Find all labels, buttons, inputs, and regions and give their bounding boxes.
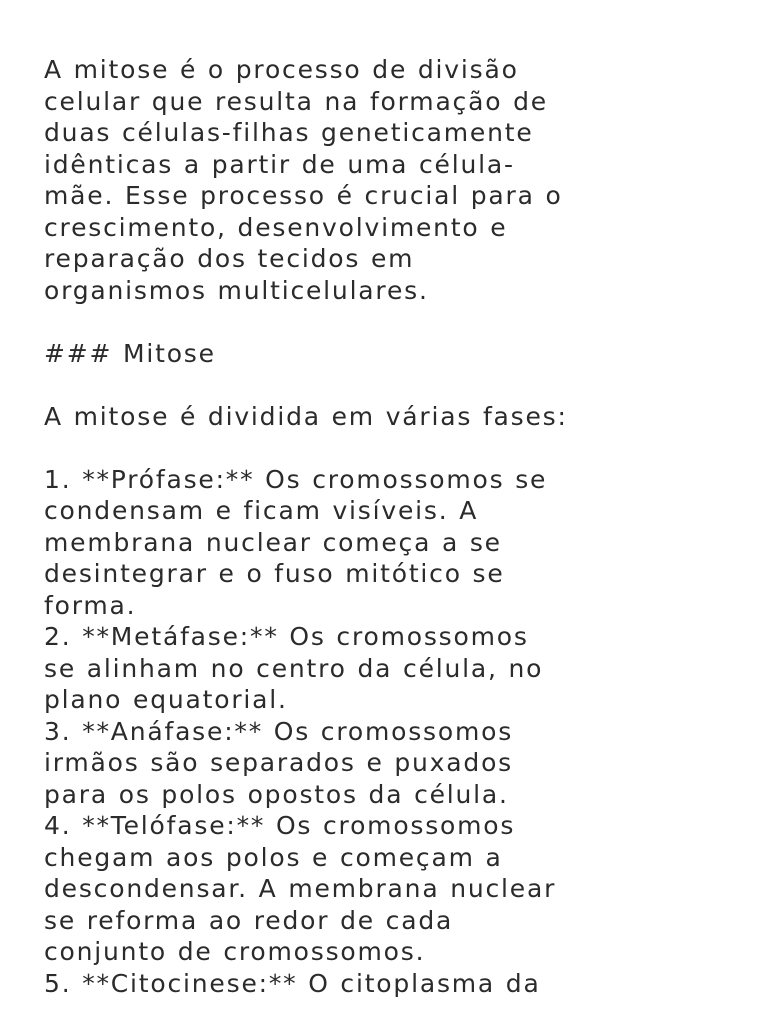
text-line: reparação dos tecidos em xyxy=(44,244,415,273)
text-line: para os polos opostos da célula. xyxy=(44,779,509,809)
intro-paragraph xyxy=(44,54,744,306)
text-line: idênticas a partir de uma célula- xyxy=(44,149,515,179)
text-line: 1. **Prófase:** Os cromossomos se xyxy=(44,464,548,494)
text-line: condensam e ficam visíveis. A xyxy=(44,496,479,525)
phase-item-prophase xyxy=(44,464,744,622)
text-line: se reforma ao redor de cada xyxy=(44,905,454,935)
phase-item-telophase xyxy=(44,810,744,968)
paragraph-gap xyxy=(44,306,744,338)
lead-sentence: A mitose é dividida em várias fases: xyxy=(44,401,568,431)
phase-list xyxy=(44,464,744,1000)
text-line: 5. **Citocinese:** O citoplasma da xyxy=(44,968,541,998)
text-line: mãe. Esse processo é crucial para o xyxy=(44,181,563,210)
text-line: membrana nuclear começa a se xyxy=(44,527,502,557)
text-line: irmãos são separados e puxados xyxy=(44,748,513,777)
phase-item-metaphase xyxy=(44,621,744,716)
text-line: duas células-filhas geneticamente xyxy=(44,118,534,147)
text-line: se alinham no centro da célula, no xyxy=(44,653,544,683)
text-line: descondensar. A membrana nuclear xyxy=(44,874,557,903)
paragraph-gap xyxy=(44,432,744,464)
text-line: plano equatorial. xyxy=(44,685,288,714)
paragraph-gap xyxy=(44,369,744,401)
text-line: desintegrar e o fuso mitótico se xyxy=(44,559,505,588)
text-line: organismos multicelulares. xyxy=(44,275,429,305)
text-line: chegam aos polos e começam a xyxy=(44,842,503,872)
text-line: celular que resulta na formação de xyxy=(44,86,548,116)
phase-item-anaphase xyxy=(44,716,744,811)
text-line: crescimento, desenvolvimento e xyxy=(44,212,508,242)
phase-item-cytokinesis xyxy=(44,968,744,1000)
text-line: forma. xyxy=(44,590,137,620)
text-line: A mitose é o processo de divisão xyxy=(44,55,519,84)
document-body xyxy=(44,54,744,999)
text-line: 4. **Telófase:** Os cromossomos xyxy=(44,811,516,840)
text-line: 3. **Anáfase:** Os cromossomos xyxy=(44,716,514,746)
text-line: 2. **Metáfase:** Os cromossomos xyxy=(44,622,529,651)
section-heading: ### Mitose xyxy=(44,338,216,368)
text-line: conjunto de cromossomos. xyxy=(44,937,426,966)
